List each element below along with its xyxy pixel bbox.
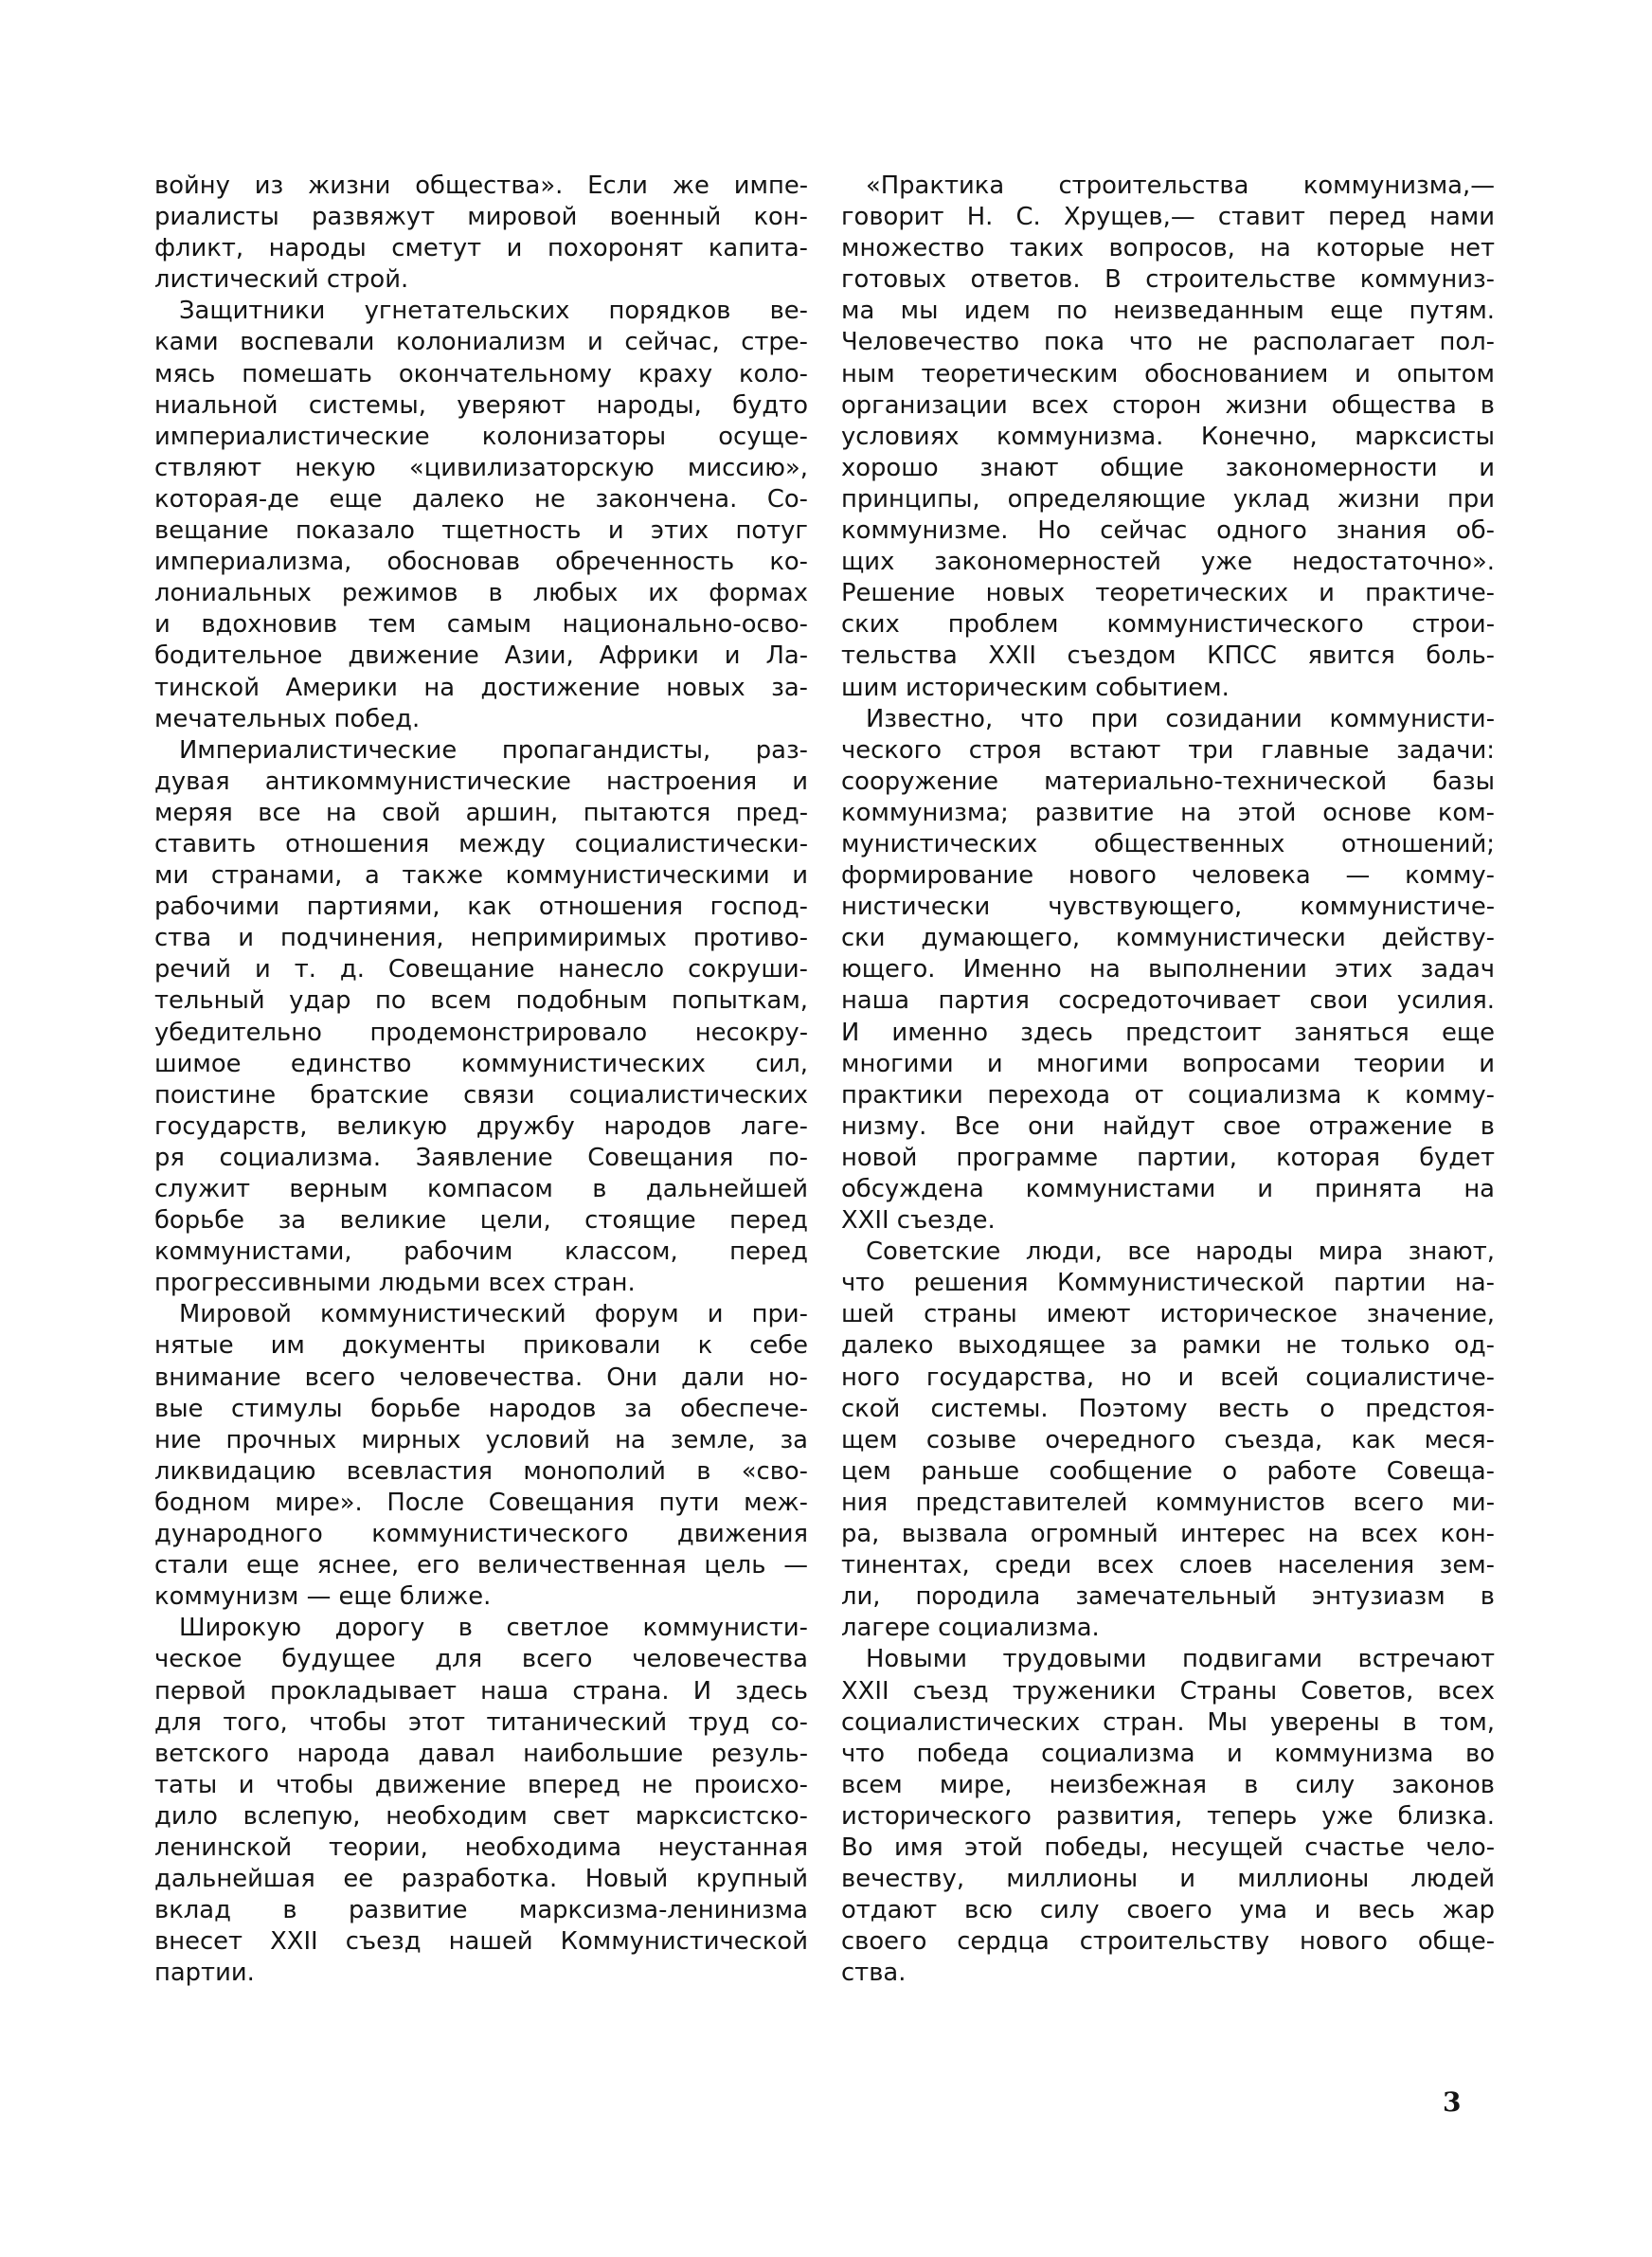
right-text-column — [841, 171, 1495, 1989]
text-line: новой программе партии, которая будет — [841, 1143, 1495, 1172]
text-line: низму. Все они найдут свое отражение в — [841, 1111, 1495, 1141]
text-line: ми странами, а также коммунистическими и — [154, 861, 808, 891]
text-line: которая-де еще далеко не закончена. Со- — [154, 484, 808, 514]
text-line: мунистических общественных отношений; — [841, 829, 1495, 858]
text-line: ния представителей коммунистов всего ми- — [841, 1488, 1495, 1517]
text-line: Империалистические пропагандисты, раз- — [179, 735, 808, 765]
text-line: щих закономерностей уже недостаточно». — [841, 548, 1495, 577]
text-line: ли, породила замечательный энтузиазм в — [841, 1582, 1495, 1612]
text-line: говорит Н. С. Хрущев,— ставит перед нами — [841, 203, 1495, 232]
text-line: тельный удар по всем подобным попыткам, — [154, 986, 808, 1016]
text-line: «Практика строительства коммунизма,— — [866, 172, 1495, 200]
text-line: ря социализма. Заявление Совещания по- — [154, 1143, 808, 1172]
text-line: ской системы. Поэтому весть о предстоя- — [841, 1394, 1495, 1423]
text-line: исторического развития, теперь уже близка. — [841, 1801, 1495, 1831]
paragraph — [841, 704, 1495, 1237]
text-line: и вдохновив тем самым национально-осво- — [154, 610, 808, 640]
text-line: тинентах, среди всех слоев населения зем- — [841, 1551, 1495, 1580]
text-line: империалистические колонизаторы осуще- — [154, 422, 808, 451]
text-line: первой прокладывает наша страна. И здесь — [154, 1676, 808, 1706]
text-line: Защитники угнетательских порядков ве- — [179, 297, 808, 326]
text-line: ства и подчинения, непримиримых противо- — [154, 924, 808, 953]
text-line: ски думающего, коммунистически действу- — [841, 924, 1495, 953]
text-line: служит верным компасом в дальнейшей — [154, 1175, 808, 1203]
text-line: своего сердца строительству нового обще- — [841, 1927, 1495, 1957]
text-line: социалистических стран. Мы уверены в том, — [841, 1707, 1495, 1737]
text-line: ющего. Именно на выполнении этих задач — [841, 955, 1495, 984]
text-line: листический строй. — [154, 265, 409, 295]
text-line: Человечество пока что не располагает пол- — [841, 328, 1495, 357]
text-line: таты и чтобы движение вперед не происхо- — [154, 1770, 808, 1799]
text-line: бодительное движение Азии, Африки и Ла- — [154, 641, 808, 671]
text-line: империализма, обосновав обреченность ко- — [154, 548, 808, 577]
text-line: ным теоретическим обоснованием и опытом — [841, 359, 1495, 388]
text-line: меряя все на свой аршин, пытаются пред- — [154, 798, 808, 827]
text-line: Мировой коммунистический форум и при- — [179, 1300, 808, 1329]
text-line: Во имя этой победы, несущей счастье чело- — [841, 1833, 1495, 1862]
text-line: Широкую дорогу в светлое коммунисти- — [179, 1614, 808, 1643]
text-line: дило вслепую, необходим свет марксистско- — [154, 1801, 808, 1831]
text-line: что победа социализма и коммунизма во — [841, 1739, 1495, 1768]
text-line: коммунизма; развитие на этой основе ком- — [841, 798, 1495, 827]
text-line: ликвидацию всевластия монополий в «сво- — [154, 1456, 808, 1486]
text-line: дальнейшая ее разработка. Новый крупный — [154, 1865, 808, 1894]
text-line: организации всех сторон жизни общества в — [841, 390, 1495, 420]
text-line: шей страны имеют историческое значение, — [841, 1300, 1495, 1329]
paragraph — [154, 735, 808, 1300]
text-line: обсуждена коммунистами и принята на — [841, 1175, 1495, 1203]
text-line: XXII съезд труженики Страны Советов, всех — [841, 1676, 1495, 1706]
text-line: для того, чтобы этот титанический труд со- — [154, 1707, 808, 1737]
text-line: партии. — [154, 1959, 255, 1988]
text-line: шимое единство коммунистических сил, — [154, 1049, 808, 1078]
text-line: риалисты развяжут мировой военный кон- — [154, 203, 808, 232]
text-line: Решение новых теоретических и практиче- — [841, 579, 1495, 608]
paragraph — [841, 1644, 1495, 1989]
text-line: ние прочных мирных условий на земле, за — [154, 1425, 808, 1454]
text-line: что решения Коммунистической партии на- — [841, 1269, 1495, 1298]
left-text-column — [154, 171, 808, 1989]
text-line: бодном мире». После Совещания пути меж- — [154, 1488, 808, 1517]
text-line: ства. — [841, 1959, 907, 1988]
text-line: вклад в развитие марксизма-ленинизма — [154, 1896, 808, 1925]
text-line: лагере социализма. — [841, 1614, 1100, 1643]
text-line: тинской Америки на достижение новых за- — [154, 673, 808, 702]
text-line: множество таких вопросов, на которые нет — [841, 234, 1495, 263]
text-line: государств, великую дружбу народов лаге- — [154, 1111, 808, 1141]
text-line: убедительно продемонстрировало несокру- — [154, 1018, 808, 1047]
text-line: ческое будущее для всего человечества — [154, 1645, 808, 1674]
paragraph — [841, 1237, 1495, 1644]
text-line: ветского народа давал наибольшие резуль- — [154, 1739, 808, 1768]
text-line: поистине братские связи социалистических — [154, 1080, 808, 1110]
text-line: мечательных побед. — [154, 704, 421, 733]
text-line: условиях коммунизма. Конечно, марксисты — [841, 422, 1495, 451]
text-line: Советские люди, все народы мира знают, — [866, 1237, 1495, 1267]
text-line: лониальных режимов в любых их формах — [154, 579, 808, 608]
text-line: ками воспевали колониализм и сейчас, стре- — [154, 328, 808, 357]
text-line: ного государства, но и всей социалистиче- — [841, 1363, 1495, 1392]
text-line: вые стимулы борьбе народов за обеспече- — [154, 1394, 808, 1423]
text-line: тельства XXII съездом КПСС явится боль- — [841, 641, 1495, 671]
text-line: прогрессивными людьми всех стран. — [154, 1269, 636, 1298]
text-line: наша партия сосредоточивает свои усилия. — [841, 986, 1495, 1016]
text-line: XXII съезде. — [841, 1206, 996, 1236]
text-line: ма мы идем по неизведанным еще путям. — [841, 297, 1495, 326]
text-line: формирование нового человека — комму- — [841, 861, 1495, 891]
text-line: ставить отношения между социалистически- — [154, 829, 808, 858]
text-line: отдают всю силу своего ума и весь жар — [841, 1896, 1495, 1925]
text-line: ческого строя встают три главные задачи: — [841, 735, 1495, 765]
text-line: хорошо знают общие закономерности и — [841, 453, 1495, 482]
text-line: коммунизме. Но сейчас одного знания об- — [841, 516, 1495, 546]
text-line: И именно здесь предстоит заняться еще — [841, 1018, 1495, 1047]
text-line: вечеству, миллионы и миллионы людей — [841, 1865, 1495, 1894]
paragraph — [154, 1613, 808, 1989]
text-line: Новыми трудовыми подвигами встречают — [866, 1645, 1495, 1674]
text-line: сооружение материально-технической базы — [841, 767, 1495, 796]
text-line: далеко выходящее за рамки не только од- — [841, 1331, 1495, 1361]
text-line: фликт, народы сметут и похоронят капита- — [154, 234, 808, 263]
text-line: коммунизм — еще ближе. — [154, 1582, 492, 1612]
text-line: ских проблем коммунистического строи- — [841, 610, 1495, 640]
text-line: нистически чувствующего, коммунистиче- — [841, 893, 1495, 922]
text-line: речий и т. д. Совещание нанесло сокруши- — [154, 955, 808, 984]
page-number: 3 — [1443, 2086, 1462, 2118]
text-line: стали еще яснее, его величественная цель — — [154, 1551, 808, 1580]
text-line: принципы, определяющие уклад жизни при — [841, 484, 1495, 514]
paragraph — [154, 1299, 808, 1613]
text-line: готовых ответов. В строительстве коммуниз- — [841, 265, 1495, 295]
text-line: цем раньше сообщение о работе Совеща- — [841, 1456, 1495, 1486]
paragraph — [154, 296, 808, 734]
text-line: коммунистами, рабочим классом, перед — [154, 1237, 808, 1267]
text-line: вещание показало тщетность и этих потуг — [154, 516, 808, 546]
text-line: внимание всего человечества. Они дали но- — [154, 1363, 808, 1392]
text-line: дувая антикоммунистические настроения и — [154, 767, 808, 796]
text-line: ствляют некую «цивилизаторскую миссию», — [154, 453, 808, 482]
text-line: ниальной системы, уверяют народы, будто — [154, 390, 808, 420]
text-line: многими и многими вопросами теории и — [841, 1049, 1495, 1078]
text-line: нятые им документы приковали к себе — [154, 1331, 808, 1361]
text-line: мясь помешать окончательному краху коло- — [154, 359, 808, 388]
text-line: ра, вызвала огромный интерес на всех кон- — [841, 1520, 1495, 1549]
text-line: войну из жизни общества». Если же импе- — [154, 172, 808, 200]
text-line: шим историческим событием. — [841, 673, 1230, 702]
text-line: Известно, что при созидании коммунисти- — [866, 704, 1495, 733]
text-line: дународного коммунистического движения — [154, 1520, 808, 1549]
text-line: практики перехода от социализма к комму- — [841, 1080, 1495, 1110]
text-line: всем мире, неизбежная в силу законов — [841, 1770, 1495, 1799]
paragraph — [154, 171, 808, 296]
text-line: рабочими партиями, как отношения господ- — [154, 893, 808, 922]
paragraph — [841, 171, 1495, 704]
text-line: борьбе за великие цели, стоящие перед — [154, 1206, 808, 1236]
text-line: ленинской теории, необходима неустанная — [154, 1833, 808, 1862]
text-line: внесет XXII съезд нашей Коммунистической — [154, 1927, 808, 1957]
text-line: щем созыве очередного съезда, как меся- — [841, 1425, 1495, 1454]
